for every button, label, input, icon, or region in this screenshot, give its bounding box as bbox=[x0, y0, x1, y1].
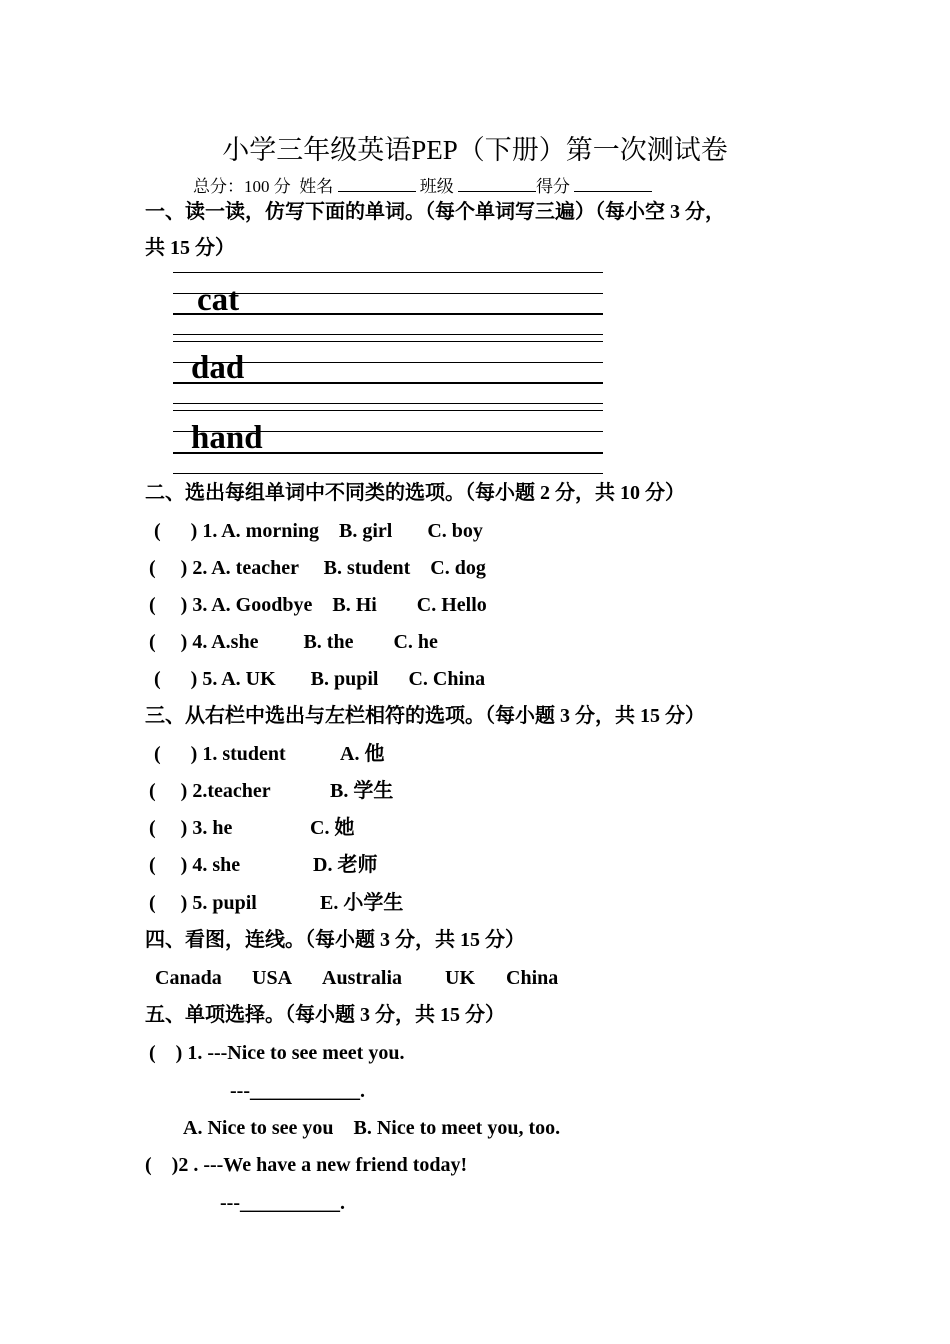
section3-item-5: ( ) 5. pupil bbox=[149, 892, 257, 914]
section3-item-2: ( ) 2.teacher bbox=[149, 780, 271, 802]
section5-answer-blank-1[interactable]: ---___________. bbox=[230, 1080, 365, 1102]
class-blank[interactable] bbox=[458, 176, 536, 192]
section3-item-4: ( ) 4. she bbox=[149, 854, 241, 876]
answer-bracket[interactable]: ( ) bbox=[149, 631, 188, 653]
answer-bracket[interactable]: ( ) bbox=[149, 817, 188, 839]
answer-bracket[interactable]: ( ) bbox=[149, 780, 188, 802]
page-title: 小学三年级英语PEP（下册）第一次测试卷 bbox=[222, 135, 728, 165]
section2-item-2: ( ) 2. A. teacher B. student C. dog bbox=[149, 557, 486, 579]
section2-item-5: ( ) 5. A. UK B. pupil C. China bbox=[154, 668, 486, 690]
answer-bracket[interactable]: ( ) bbox=[149, 594, 188, 616]
country-usa[interactable]: USA bbox=[252, 967, 293, 989]
section3-item-3: ( ) 3. he bbox=[149, 817, 233, 839]
section3-option-b: B. 学生 bbox=[330, 780, 394, 802]
answer-bracket[interactable]: ( ) bbox=[154, 668, 198, 690]
answer-bracket[interactable]: ( ) bbox=[154, 743, 198, 765]
section3-heading: 三、从右栏中选出与左栏相符的选项。（每小题 3 分，共 15 分） bbox=[145, 705, 705, 727]
name-label: 姓名 bbox=[299, 177, 334, 196]
copy-word-dad: dad bbox=[191, 350, 245, 386]
score-blank[interactable] bbox=[574, 176, 652, 192]
copy-word-hand: hand bbox=[191, 420, 263, 456]
section3-option-d: D. 老师 bbox=[313, 854, 378, 876]
section1-heading: 一、读一读，仿写下面的单词。（每个单词写三遍）（每小空 3 分， bbox=[145, 201, 725, 223]
section1-heading-cont: 共 15 分） bbox=[145, 237, 235, 259]
section3-item-1: ( ) 1. student bbox=[154, 743, 286, 765]
section2-item-3: ( ) 3. A. Goodbye B. Hi C. Hello bbox=[149, 594, 487, 616]
class-label: 班级 bbox=[419, 177, 454, 196]
section2-heading: 二、选出每组单词中不同类的选项。（每小题 2 分，共 10 分） bbox=[145, 482, 685, 504]
total-score: 总分：100 分 bbox=[193, 177, 291, 196]
country-china[interactable]: China bbox=[506, 967, 559, 989]
section2-item-1: ( ) 1. A. morning B. girl C. boy bbox=[154, 520, 483, 542]
answer-bracket[interactable]: ( ) bbox=[154, 520, 198, 542]
section5-answer-blank-2[interactable]: ---__________. bbox=[220, 1192, 345, 1214]
section3-option-a: A. 他 bbox=[340, 743, 385, 765]
copy-word-cat: cat bbox=[197, 282, 240, 318]
score-label: 得分 bbox=[536, 177, 570, 196]
score-line bbox=[193, 176, 652, 198]
section5-options-1: A. Nice to see you B. Nice to meet you, too. bbox=[183, 1117, 561, 1139]
section5-heading: 五、单项选择。（每小题 3 分，共 15 分） bbox=[145, 1004, 505, 1026]
country-canada[interactable]: Canada bbox=[155, 967, 222, 989]
answer-bracket[interactable]: ( ) bbox=[149, 892, 188, 914]
section5-question-2: ( )2 . ---We have a new friend today! bbox=[145, 1154, 468, 1176]
name-blank[interactable] bbox=[338, 176, 416, 192]
section5-question-1: ( ) 1. ---Nice to see meet you. bbox=[149, 1042, 405, 1064]
answer-bracket[interactable]: ( ) bbox=[149, 557, 188, 579]
section4-heading: 四、看图，连线。（每小题 3 分，共 15 分） bbox=[145, 929, 525, 951]
country-australia[interactable]: Australia bbox=[322, 967, 402, 989]
section3-option-e: E. 小学生 bbox=[320, 892, 404, 914]
country-uk[interactable]: UK bbox=[445, 967, 475, 989]
section2-item-4: ( ) 4. A.she B. the C. he bbox=[149, 631, 438, 653]
answer-bracket[interactable]: ( ) bbox=[149, 854, 188, 876]
section3-option-c: C. 她 bbox=[310, 817, 355, 839]
